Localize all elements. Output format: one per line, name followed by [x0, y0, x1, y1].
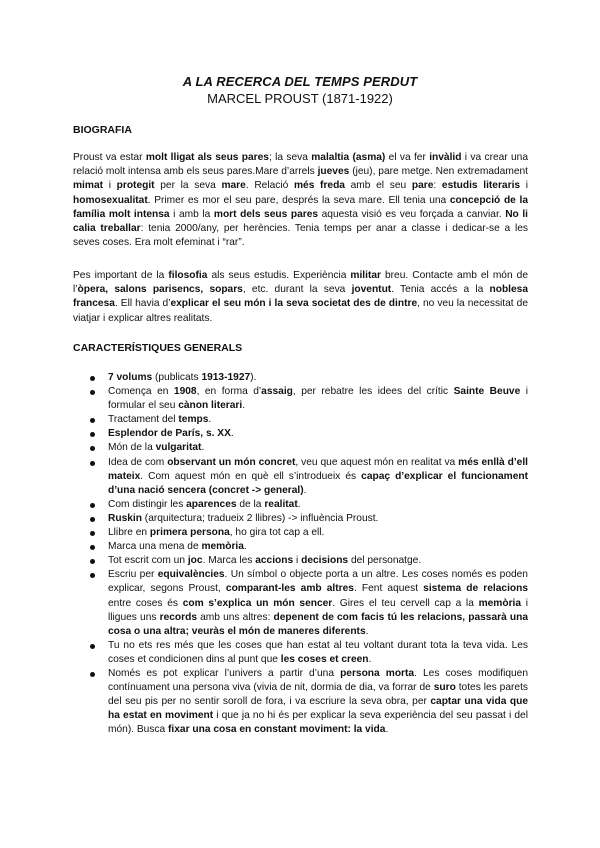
text-run: . Ell havia d’	[114, 298, 171, 310]
bold-text: observant un món concret	[167, 456, 296, 468]
list-item-text	[108, 428, 234, 439]
document-title: A LA RECERCA DEL TEMPS PERDUT	[182, 74, 418, 89]
text-run: .	[230, 428, 234, 440]
bold-text: filosofia	[168, 270, 208, 281]
bold-text: aparences	[186, 498, 237, 510]
bullet-icon	[90, 376, 95, 381]
list-item	[73, 540, 528, 554]
text-run: .	[303, 484, 307, 496]
bullet-icon	[90, 531, 95, 536]
text-run: . Marca les	[202, 555, 256, 567]
list-item	[73, 526, 528, 540]
bold-text: memòria	[478, 597, 522, 609]
list-item-text	[108, 457, 528, 496]
bold-text: suro	[433, 682, 456, 694]
text-run: breu. Contacte amb el món de l’	[73, 270, 528, 296]
text-run: . Tenia accés a la	[391, 284, 490, 296]
section-heading-caracteristiques: CARACTERÍSTIQUES GENERALS	[73, 342, 243, 354]
text-run: . Les coses modifiquen contínuament una persona viva (vivia de nit, dormia de dia, va forrar de	[108, 667, 529, 694]
bold-text: noblesa francesa	[73, 284, 528, 310]
list-item-text	[108, 499, 301, 510]
bold-text: fixar una cosa en constant moviment: la vida	[168, 724, 386, 736]
list-item	[73, 441, 528, 455]
text-run: ).	[250, 372, 257, 383]
list-item	[73, 512, 528, 526]
bold-text: explicar el seu món i la seva societat des de dintre	[170, 298, 418, 310]
bold-text: 1913-1927	[201, 372, 251, 383]
bold-text: com s’explica un món sencer	[182, 597, 333, 609]
list-item	[73, 456, 528, 498]
bold-text: persona morta	[340, 667, 415, 679]
bold-text: Sainte Beuve	[453, 386, 521, 398]
bold-text: Ruskin	[108, 512, 142, 524]
list-item-text	[108, 414, 211, 425]
text-run: Món de la	[108, 442, 156, 454]
bold-text: joventut	[351, 284, 392, 296]
text-run: Només es pot explicar l’univers a partir d’una	[108, 667, 341, 679]
text-run: Idea de com	[108, 456, 168, 468]
list-item-text	[108, 527, 324, 538]
text-run: i formular el seu	[108, 386, 528, 412]
text-run: amb uns altres:	[196, 611, 274, 623]
bold-text: invàlid	[429, 152, 462, 163]
text-run: amb el seu	[344, 180, 412, 192]
bold-text: les coses et creen	[280, 653, 369, 665]
bullet-icon	[90, 545, 95, 550]
text-run: Pes important de la	[73, 270, 169, 281]
text-run: entre coses és	[108, 597, 183, 609]
bold-text: joc	[187, 555, 203, 567]
bold-text: equivalències	[157, 569, 225, 581]
text-run: .	[365, 625, 369, 637]
section-heading-biografia: BIOGRAFIA	[73, 124, 132, 136]
text-run: .	[243, 541, 247, 553]
text-run: . Primer es mor el seu pare, després la seva mare. Ell tenia una	[147, 194, 450, 206]
text-run: i que ja no hi és per explicar la seva experiència del seu passat i del món). Busca	[108, 710, 528, 736]
bullet-icon	[90, 559, 95, 564]
bullet-icon	[90, 573, 95, 578]
list-item	[73, 498, 528, 512]
list-item	[73, 385, 528, 413]
text-run: . Com aquest món en què ell s’introdueix és	[140, 470, 362, 482]
text-run: (publicats	[152, 372, 202, 383]
text-run: i amb la	[169, 208, 214, 220]
text-run: i va crear una relació molt intensa amb els seus pares.Mare d’arrels	[73, 152, 529, 178]
text-run: . Relació	[245, 180, 294, 192]
bold-text: depenent de com facis tú les relacions, passarà una cosa o una altra; veuràs el món de maneres diferents	[108, 611, 529, 637]
list-item-text	[108, 555, 421, 566]
text-run: . Fent aquest	[353, 583, 424, 595]
list-item-text	[108, 668, 528, 735]
list-item	[73, 639, 528, 667]
bold-text: mimat	[73, 180, 104, 192]
bold-text: cànon literari	[178, 400, 243, 412]
text-run: i	[103, 180, 117, 192]
bold-text: temps	[178, 414, 209, 426]
text-run: Escriu per	[108, 569, 158, 581]
text-run: aquesta visió es veu forçada a canviar.	[318, 208, 506, 220]
text-run: , veu que aquest món en realitat va	[295, 456, 459, 468]
text-run: als seus estudis. Experiència	[207, 270, 351, 281]
text-run: , per rebatre les idees del crític	[292, 386, 454, 398]
bold-text: records	[159, 611, 197, 623]
text-run: Tot escrit com un	[108, 555, 188, 567]
bold-text: realitat	[264, 498, 298, 510]
bold-text: assaig	[261, 386, 293, 398]
bold-text: més enllà d’ell mateix	[108, 456, 528, 482]
text-run: .	[201, 442, 205, 454]
bold-text: decisions	[301, 555, 349, 567]
text-run: , etc. durant la seva	[242, 284, 352, 296]
list-item	[73, 427, 528, 441]
text-run: el va fer	[385, 152, 430, 163]
bold-text: mare	[221, 180, 246, 192]
bold-text: estudis literaris	[441, 180, 521, 192]
text-run: .	[242, 400, 246, 412]
bold-text: més freda	[293, 180, 345, 192]
bold-text: molt lligat als seus pares	[145, 152, 269, 163]
text-run: Marca una mena de	[108, 541, 202, 553]
text-run: .	[385, 724, 389, 736]
bold-text: captar una vida que ha estat en moviment	[108, 696, 528, 722]
bullet-icon	[90, 418, 95, 423]
text-run: i	[520, 180, 529, 192]
text-run: .	[297, 498, 301, 510]
list-item-text	[108, 386, 528, 411]
list-item	[73, 554, 528, 568]
bold-text: capaç d’explicar el funcionament d’una nació sencera (concret -> general)	[108, 470, 528, 496]
bold-text: homosexualitat	[73, 194, 148, 206]
bold-text: 1908	[173, 386, 197, 398]
text-run: Llibre en	[108, 527, 150, 539]
bold-text: No li calia treballar	[73, 208, 528, 235]
list-item	[73, 413, 528, 427]
text-run: , en forma d’	[196, 386, 262, 398]
list-item-text	[108, 541, 247, 552]
bold-text: 7 volums	[108, 372, 153, 383]
bold-text: malaltia (asma)	[311, 152, 386, 163]
text-run: . Gires el teu cervell cap a la	[332, 597, 479, 609]
list-item	[73, 371, 528, 385]
text-run: Comença en	[108, 386, 174, 398]
bold-text: accions	[255, 555, 294, 567]
text-run: :	[433, 180, 442, 192]
list-item-text	[108, 442, 204, 453]
text-run: ; la seva	[268, 152, 312, 163]
text-run: Proust va estar	[73, 152, 146, 163]
bullet-icon	[90, 672, 95, 677]
bullet-icon	[90, 461, 95, 466]
bold-text: memòria	[201, 541, 244, 553]
bullet-icon	[90, 432, 95, 437]
bullet-icon	[90, 446, 95, 451]
bold-text: protegit	[116, 180, 155, 192]
text-run: i	[293, 555, 302, 567]
text-run: i lligues uns	[108, 597, 528, 623]
bold-text: jueves	[317, 166, 350, 178]
text-run: del personatge.	[348, 555, 422, 567]
bold-text: comparant-les amb altres	[225, 583, 354, 595]
text-run: totes les parets del seu pis per no sentir soroll de fora, i va escriure la seva obra, per	[108, 682, 528, 708]
bold-text: mort dels seus pares	[213, 208, 319, 220]
caracteristiques-list	[73, 371, 528, 737]
text-run: , no veu la necessitat de viatjar i explicar altres realitats.	[73, 298, 528, 324]
text-run: , ho gira tot cap a ell.	[229, 527, 325, 539]
list-item	[73, 667, 528, 737]
biografia-paragraph-1	[73, 151, 528, 250]
list-item	[73, 568, 528, 638]
text-run: . Un símbol o objecte porta a un altre. Les coses només es poden explicar, segons Proust,	[108, 569, 528, 595]
bold-text: concepció de la família molt intensa	[73, 194, 528, 220]
list-item-text	[108, 640, 528, 665]
bold-text: òpera, salons parisencs, sopars	[77, 284, 243, 296]
biografia-paragraph-2	[73, 269, 528, 326]
text-run: (jeu), pare metge. Nen extremadament	[349, 166, 528, 178]
bullet-icon	[90, 390, 95, 395]
bold-text: vulgaritat	[155, 442, 202, 454]
document-subtitle: MARCEL PROUST (1871-1922)	[207, 91, 393, 106]
text-run: : tenia 2000/any, per herències. Tenia temps per anar a classe i dedicar-se a les seves coses. Era molt efeminat i “rar”.	[73, 223, 528, 249]
list-item-text	[108, 372, 256, 383]
bold-text: militar	[350, 270, 381, 281]
list-item-text	[108, 569, 528, 636]
bullet-icon	[90, 644, 95, 649]
text-run: Tractament del	[108, 414, 179, 426]
bullet-icon	[90, 517, 95, 522]
text-run: de la	[236, 498, 265, 510]
text-run: .	[368, 653, 372, 665]
bold-text: pare	[411, 180, 434, 192]
text-run: Tu no ets res més que les coses que han estat al teu voltant durant tota la teva vida. Les coses et condicionen dins al punt que	[108, 639, 528, 665]
bold-text: sistema de relacions	[423, 583, 529, 595]
bold-text: primera persona	[149, 527, 230, 539]
text-run: per la seva	[154, 180, 222, 192]
list-item-text	[108, 513, 378, 524]
text-run: Com distingir les	[108, 498, 187, 510]
bold-text: Esplendor de París, s. XX	[108, 428, 231, 440]
text-run: (arquitectura; tradueix 2 llibres) -> influència Proust.	[141, 512, 379, 524]
text-run: .	[208, 414, 212, 426]
bullet-icon	[90, 503, 95, 508]
